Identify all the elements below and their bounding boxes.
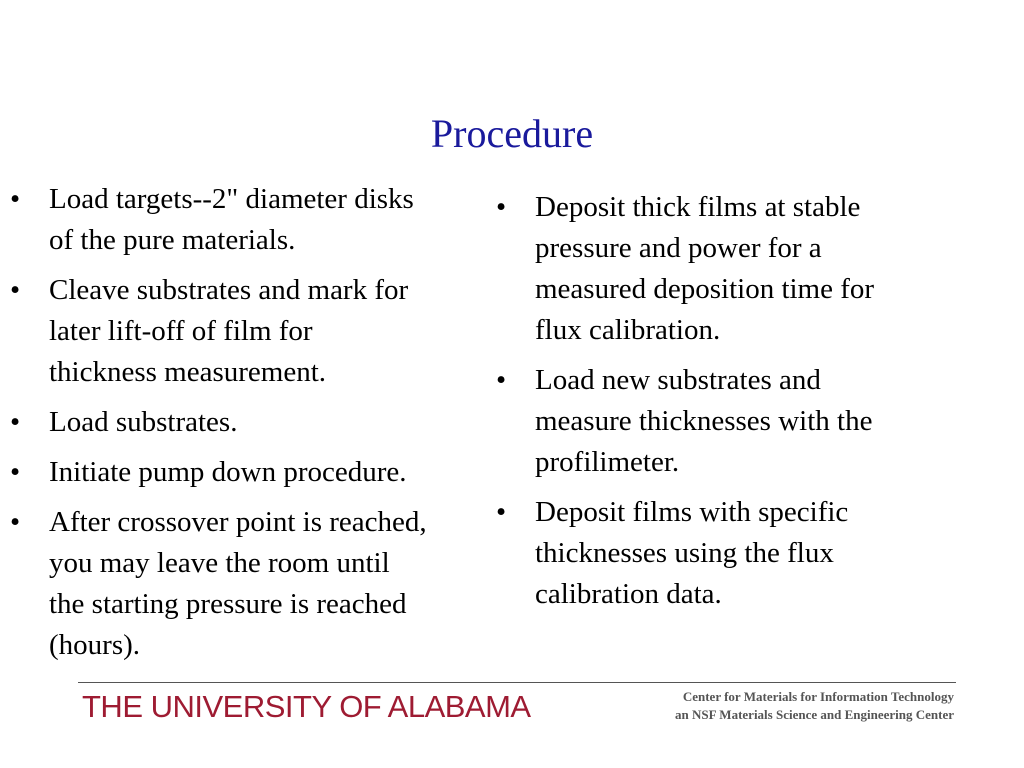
bullet-line: measure thicknesses with the — [535, 405, 873, 437]
bullet-dot: • — [10, 274, 21, 306]
bullet-line: Initiate pump down procedure. — [49, 456, 407, 488]
bullet-item — [10, 452, 500, 493]
bullet-line: flux calibration. — [535, 314, 721, 346]
bullet-line: After crossover point is reached, — [49, 506, 427, 538]
bullet-line: thicknesses using the flux — [535, 537, 834, 569]
bullet-line: later lift-off of film for — [49, 315, 313, 347]
bullet-dot: • — [10, 406, 21, 438]
bullet-dot: • — [496, 496, 507, 528]
center-affiliation — [675, 688, 954, 724]
footer-divider — [78, 682, 956, 683]
bullet-dot: • — [10, 506, 21, 538]
bullet-line: (hours). — [49, 629, 141, 661]
bullet-item — [10, 179, 500, 261]
bullet-line: Cleave substrates and mark for — [49, 274, 409, 306]
bullet-item — [496, 360, 946, 483]
right-bullet-list — [496, 187, 946, 624]
slide-title: Procedure — [430, 111, 594, 156]
bullet-line: profilimeter. — [535, 446, 680, 478]
bullet-line: measured deposition time for — [535, 273, 875, 305]
bullet-dot: • — [10, 183, 21, 215]
bullet-item — [10, 402, 500, 443]
bullet-dot: • — [10, 456, 21, 488]
center-subtitle: an NSF Materials Science and Engineering Center — [675, 707, 954, 722]
bullet-item — [496, 492, 946, 615]
bullet-line: thickness measurement. — [49, 356, 327, 388]
bullet-line: calibration data. — [535, 578, 722, 610]
center-name: Center for Materials for Information Technology — [682, 689, 954, 704]
bullet-item — [10, 502, 500, 666]
left-bullet-list — [10, 179, 500, 675]
bullet-dot: • — [496, 364, 507, 396]
bullet-line: of the pure materials. — [49, 224, 296, 256]
bullet-item — [10, 270, 500, 393]
bullet-line: pressure and power for a — [535, 232, 822, 264]
bullet-dot: • — [496, 191, 507, 223]
bullet-line: Deposit films with specific — [535, 496, 849, 528]
bullet-line: Load substrates. — [49, 406, 238, 438]
bullet-line: Deposit thick films at stable — [535, 191, 861, 223]
bullet-item — [496, 187, 946, 351]
university-logo: THE UNIVERSITY OF ALABAMA — [82, 689, 531, 724]
bullet-line: Load targets--2" diameter disks — [49, 183, 414, 215]
bullet-line: the starting pressure is reached — [49, 588, 407, 620]
bullet-line: you may leave the room until — [49, 547, 390, 579]
bullet-line: Load new substrates and — [535, 364, 821, 396]
